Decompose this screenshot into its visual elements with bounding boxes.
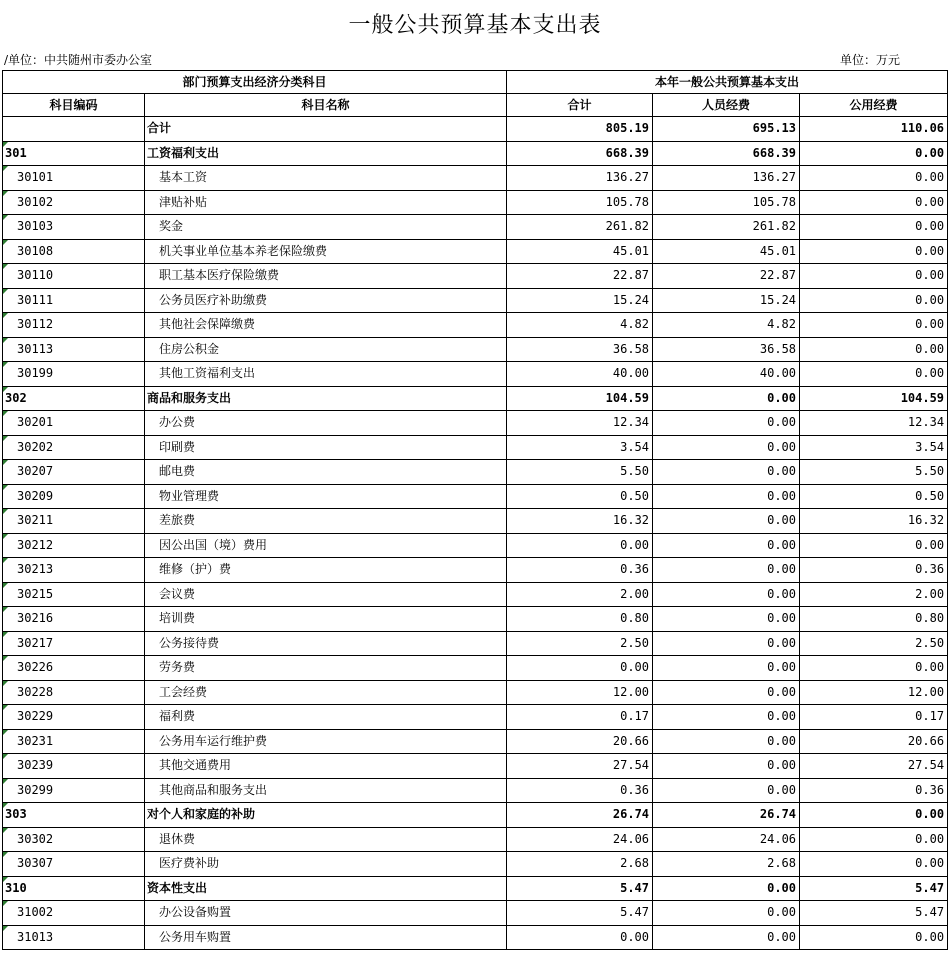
table-row [3,239,948,264]
name-cell: 机关事业单位基本养老保险缴费 [145,239,507,264]
code-cell [3,558,145,583]
name-cell: 工资福利支出 [145,141,507,166]
code-cell [3,386,145,411]
public-cell: 12.34 [800,411,948,436]
name-cell: 公务用车购置 [145,925,507,950]
code-cell [3,509,145,534]
code-cell [3,680,145,705]
name-cell: 公务员医疗补助缴费 [145,288,507,313]
header-personnel: 人员经费 [653,94,800,117]
public-cell: 104.59 [800,386,948,411]
code-cell [3,484,145,509]
cell-marker-icon [3,411,8,416]
table-row [3,166,948,191]
code-cell [3,925,145,950]
table-row [3,827,948,852]
code-text: 30101 [17,170,54,185]
cell-marker-icon [3,852,8,857]
table-row [3,215,948,240]
public-cell: 0.80 [800,607,948,632]
total-cell: 3.54 [507,435,653,460]
cell-marker-icon [3,264,8,269]
personnel-cell: 2.68 [653,852,800,877]
total-cell: 2.68 [507,852,653,877]
code-cell [3,239,145,264]
cell-marker-icon [3,509,8,514]
name-cell: 因公出国（境）费用 [145,533,507,558]
code-text: 30215 [17,586,54,601]
table-row [3,852,948,877]
public-cell: 0.00 [800,656,948,681]
table-row [3,876,948,901]
cell-marker-icon [3,387,8,392]
cell-marker-icon [3,828,8,833]
code-text: 30202 [17,439,54,454]
code-cell [3,460,145,485]
code-text: 30239 [17,758,54,773]
code-text: 30211 [17,513,54,528]
public-cell: 0.00 [800,190,948,215]
code-text: 30212 [17,537,54,552]
table-row [3,558,948,583]
public-cell: 0.00 [800,288,948,313]
cell-marker-icon [3,289,8,294]
total-cell: 0.36 [507,558,653,583]
total-cell: 5.47 [507,876,653,901]
name-cell: 福利费 [145,705,507,730]
personnel-cell: 45.01 [653,239,800,264]
code-text: 30111 [17,292,54,307]
code-text: 30207 [17,464,54,479]
code-cell [3,607,145,632]
personnel-cell: 15.24 [653,288,800,313]
header-public: 公用经费 [800,94,948,117]
code-cell [3,901,145,926]
code-text: 30201 [17,415,54,430]
name-cell: 公务用车运行维护费 [145,729,507,754]
code-cell [3,876,145,901]
cell-marker-icon [3,607,8,612]
total-cell: 136.27 [507,166,653,191]
code-text: 31002 [17,905,54,920]
code-cell [3,778,145,803]
total-cell: 104.59 [507,386,653,411]
name-cell: 办公费 [145,411,507,436]
name-cell: 办公设备购置 [145,901,507,926]
table-row [3,925,948,950]
public-cell: 0.36 [800,558,948,583]
table-row [3,362,948,387]
header-economic-category: 部门预算支出经济分类科目 [3,71,507,94]
personnel-cell: 22.87 [653,264,800,289]
total-code-cell [3,117,145,142]
cell-marker-icon [3,583,8,588]
name-cell: 其他工资福利支出 [145,362,507,387]
code-cell [3,827,145,852]
total-cell: 40.00 [507,362,653,387]
public-cell: 0.00 [800,313,948,338]
cell-marker-icon [3,632,8,637]
personnel-cell: 0.00 [653,754,800,779]
personnel-cell: 0.00 [653,876,800,901]
cell-marker-icon [3,901,8,906]
public-cell: 0.36 [800,778,948,803]
total-cell: 0.17 [507,705,653,730]
cell-marker-icon [3,926,8,931]
total-cell: 668.39 [507,141,653,166]
cell-marker-icon [3,681,8,686]
cell-marker-icon [3,240,8,245]
total-personnel: 695.13 [653,117,800,142]
total-cell: 0.00 [507,656,653,681]
table-row [3,803,948,828]
personnel-cell: 105.78 [653,190,800,215]
table-row [3,509,948,534]
cell-marker-icon [3,754,8,759]
name-cell: 其他交通费用 [145,754,507,779]
name-cell: 其他商品和服务支出 [145,778,507,803]
code-text: 30108 [17,243,54,258]
cell-marker-icon [3,166,8,171]
name-cell: 劳务费 [145,656,507,681]
public-cell: 20.66 [800,729,948,754]
total-cell: 20.66 [507,729,653,754]
name-cell: 基本工资 [145,166,507,191]
public-cell: 2.50 [800,631,948,656]
name-cell: 维修（护）费 [145,558,507,583]
unit-organization: /单位：中共随州市委办公室 [4,53,153,67]
personnel-cell: 0.00 [653,729,800,754]
cell-marker-icon [3,362,8,367]
name-cell: 培训费 [145,607,507,632]
cell-marker-icon [3,338,8,343]
total-cell: 22.87 [507,264,653,289]
table-row [3,288,948,313]
code-text: 30216 [17,611,54,626]
public-cell: 3.54 [800,435,948,460]
table-row [3,460,948,485]
code-cell [3,656,145,681]
code-text: 30199 [17,366,54,381]
name-cell: 邮电费 [145,460,507,485]
total-cell: 16.32 [507,509,653,534]
public-cell: 5.47 [800,876,948,901]
total-cell: 27.54 [507,754,653,779]
personnel-cell: 136.27 [653,166,800,191]
code-text: 30228 [17,684,54,699]
code-cell [3,141,145,166]
personnel-cell: 0.00 [653,680,800,705]
total-sum: 805.19 [507,117,653,142]
code-text: 30112 [17,317,54,332]
code-text: 30113 [17,341,54,356]
code-text: 30209 [17,488,54,503]
table-row [3,533,948,558]
code-text: 30102 [17,194,54,209]
public-cell: 5.50 [800,460,948,485]
table-row [3,484,948,509]
total-cell: 26.74 [507,803,653,828]
name-cell: 物业管理费 [145,484,507,509]
code-text: 30213 [17,562,54,577]
name-cell: 职工基本医疗保险缴费 [145,264,507,289]
unit-currency: 单位：万元 [840,53,901,67]
cell-marker-icon [3,877,8,882]
header-code: 科目编码 [3,94,145,117]
cell-marker-icon [3,142,8,147]
total-cell: 2.50 [507,631,653,656]
public-cell: 2.00 [800,582,948,607]
personnel-cell: 0.00 [653,484,800,509]
public-cell: 0.00 [800,166,948,191]
table-row [3,386,948,411]
table-row [3,435,948,460]
personnel-cell: 0.00 [653,582,800,607]
cell-marker-icon [3,705,8,710]
table-row [3,141,948,166]
code-text: 30110 [17,268,54,283]
public-cell: 0.00 [800,337,948,362]
public-cell: 0.00 [800,239,948,264]
table-row [3,313,948,338]
public-cell: 0.00 [800,803,948,828]
code-cell [3,533,145,558]
cell-marker-icon [3,534,8,539]
header-total: 合计 [507,94,653,117]
public-cell: 0.00 [800,827,948,852]
code-text: 30229 [17,709,54,724]
code-text: 30226 [17,660,54,675]
total-cell: 5.47 [507,901,653,926]
total-cell: 5.50 [507,460,653,485]
code-text: 30307 [17,856,54,871]
code-cell [3,705,145,730]
code-text: 30231 [17,733,54,748]
cell-marker-icon [3,485,8,490]
code-cell [3,215,145,240]
code-cell [3,729,145,754]
code-cell [3,288,145,313]
code-cell [3,435,145,460]
table-row [3,631,948,656]
total-public: 110.06 [800,117,948,142]
personnel-cell: 0.00 [653,558,800,583]
code-text: 30302 [17,831,54,846]
total-cell: 0.00 [507,533,653,558]
code-text: 30299 [17,782,54,797]
total-cell: 12.00 [507,680,653,705]
table-row [3,680,948,705]
personnel-cell: 0.00 [653,411,800,436]
total-cell: 0.00 [507,925,653,950]
header-name: 科目名称 [145,94,507,117]
name-cell: 对个人和家庭的补助 [145,803,507,828]
name-cell: 住房公积金 [145,337,507,362]
personnel-cell: 0.00 [653,778,800,803]
page-title: 一般公共预算基本支出表 [348,13,602,38]
personnel-cell: 0.00 [653,925,800,950]
code-cell [3,852,145,877]
public-cell: 16.32 [800,509,948,534]
public-cell: 0.17 [800,705,948,730]
code-text: 301 [5,145,27,160]
name-cell: 工会经费 [145,680,507,705]
table-row [3,582,948,607]
total-cell: 261.82 [507,215,653,240]
header-group-row [3,71,948,94]
name-cell: 差旅费 [145,509,507,534]
public-cell: 0.00 [800,264,948,289]
personnel-cell: 24.06 [653,827,800,852]
name-cell: 公务接待费 [145,631,507,656]
personnel-cell: 0.00 [653,607,800,632]
code-cell [3,754,145,779]
personnel-cell: 0.00 [653,386,800,411]
personnel-cell: 0.00 [653,509,800,534]
total-cell: 36.58 [507,337,653,362]
total-cell: 105.78 [507,190,653,215]
code-text: 30217 [17,635,54,650]
code-cell [3,362,145,387]
personnel-cell: 668.39 [653,141,800,166]
total-cell: 0.80 [507,607,653,632]
table-row [3,264,948,289]
code-cell [3,411,145,436]
cell-marker-icon [3,191,8,196]
cell-marker-icon [3,779,8,784]
code-cell [3,337,145,362]
cell-marker-icon [3,656,8,661]
table-row [3,705,948,730]
personnel-cell: 0.00 [653,435,800,460]
total-cell: 0.36 [507,778,653,803]
total-cell: 4.82 [507,313,653,338]
public-cell: 0.00 [800,362,948,387]
code-cell [3,264,145,289]
name-cell: 退休费 [145,827,507,852]
personnel-cell: 261.82 [653,215,800,240]
code-text: 31013 [17,929,54,944]
public-cell: 0.00 [800,925,948,950]
total-cell: 24.06 [507,827,653,852]
personnel-cell: 0.00 [653,460,800,485]
name-cell: 奖金 [145,215,507,240]
personnel-cell: 26.74 [653,803,800,828]
cell-marker-icon [3,313,8,318]
total-row [3,117,948,142]
public-cell: 0.50 [800,484,948,509]
cell-marker-icon [3,803,8,808]
public-cell: 5.47 [800,901,948,926]
code-text: 303 [5,807,27,822]
personnel-cell: 36.58 [653,337,800,362]
code-cell [3,631,145,656]
table-row [3,337,948,362]
header-basic-expenditure: 本年一般公共预算基本支出 [507,71,948,94]
table-row [3,607,948,632]
public-cell: 0.00 [800,533,948,558]
name-cell: 医疗费补助 [145,852,507,877]
cell-marker-icon [3,436,8,441]
name-cell: 其他社会保障缴费 [145,313,507,338]
total-cell: 12.34 [507,411,653,436]
public-cell: 27.54 [800,754,948,779]
personnel-cell: 0.00 [653,631,800,656]
personnel-cell: 0.00 [653,901,800,926]
name-cell: 印刷费 [145,435,507,460]
total-cell: 45.01 [507,239,653,264]
cell-marker-icon [3,215,8,220]
public-cell: 0.00 [800,141,948,166]
total-cell: 0.50 [507,484,653,509]
personnel-cell: 0.00 [653,656,800,681]
personnel-cell: 0.00 [653,533,800,558]
code-cell [3,313,145,338]
code-cell [3,166,145,191]
table-row [3,754,948,779]
table-row [3,778,948,803]
total-cell: 15.24 [507,288,653,313]
table-row [3,656,948,681]
code-text: 310 [5,880,27,895]
table-row [3,901,948,926]
personnel-cell: 0.00 [653,705,800,730]
table-row [3,190,948,215]
code-cell [3,582,145,607]
code-text: 30103 [17,219,54,234]
public-cell: 0.00 [800,852,948,877]
cell-marker-icon [3,558,8,563]
name-cell: 会议费 [145,582,507,607]
cell-marker-icon [3,460,8,465]
name-cell: 津贴补贴 [145,190,507,215]
budget-table [2,70,948,950]
personnel-cell: 4.82 [653,313,800,338]
public-cell: 12.00 [800,680,948,705]
personnel-cell: 40.00 [653,362,800,387]
table-row [3,411,948,436]
cell-marker-icon [3,730,8,735]
public-cell: 0.00 [800,215,948,240]
name-cell: 资本性支出 [145,876,507,901]
code-text: 302 [5,390,27,405]
code-cell [3,803,145,828]
code-cell [3,190,145,215]
header-column-row [3,94,948,117]
total-label: 合计 [145,117,507,142]
table-row [3,729,948,754]
name-cell: 商品和服务支出 [145,386,507,411]
total-cell: 2.00 [507,582,653,607]
